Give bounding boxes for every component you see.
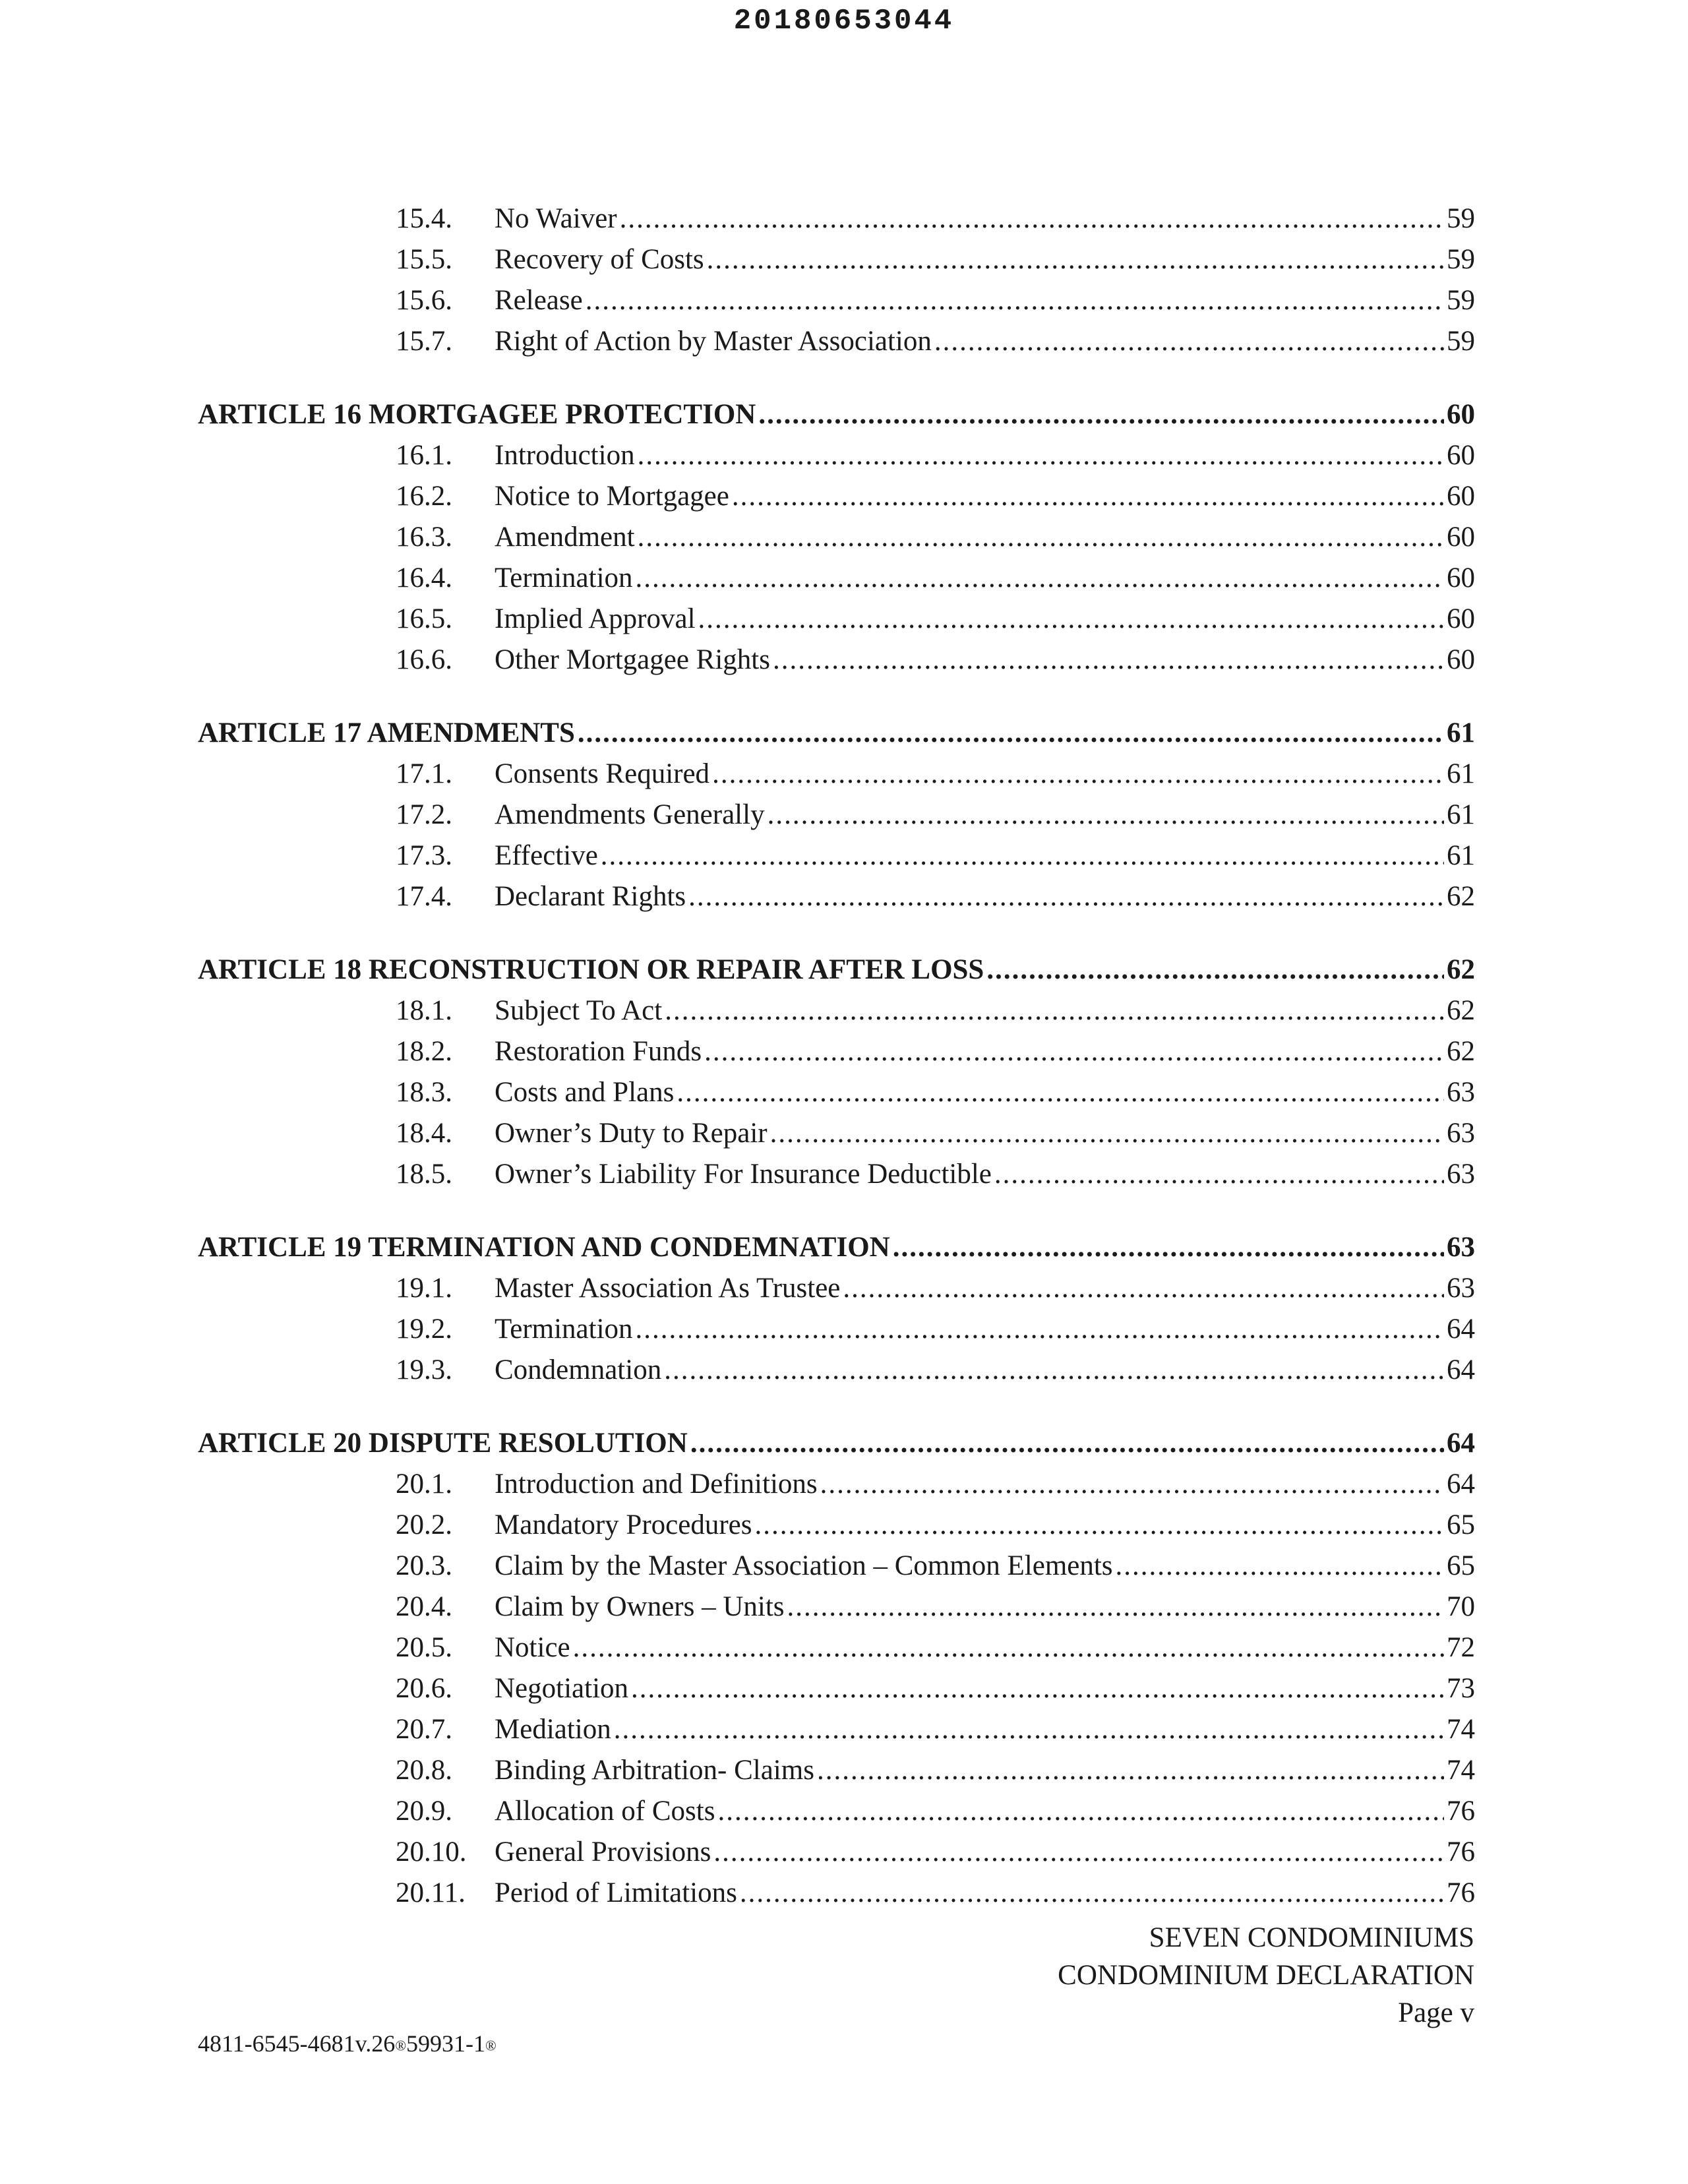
toc-article-19 bbox=[198, 1227, 1475, 1268]
entry-title: Owner’s Liability For Insurance Deductible bbox=[495, 1159, 992, 1190]
entry-title: Claim by Owners – Units bbox=[495, 1591, 785, 1622]
entry-page: 60 bbox=[1447, 644, 1475, 675]
entry-title: Recovery of Costs bbox=[495, 244, 704, 275]
dot-leader bbox=[768, 795, 1444, 835]
dot-leader bbox=[601, 835, 1444, 876]
entry-page: 59 bbox=[1447, 244, 1475, 275]
entry-title: Negotiation bbox=[495, 1673, 629, 1704]
article-page: 64 bbox=[1447, 1428, 1475, 1459]
toc-entry bbox=[198, 517, 1475, 558]
toc-entry bbox=[198, 795, 1475, 835]
entry-page: 60 bbox=[1447, 481, 1475, 512]
section-gap bbox=[198, 917, 1475, 950]
entry-page: 65 bbox=[1447, 1550, 1475, 1581]
dot-leader bbox=[713, 1832, 1444, 1873]
toc-entry bbox=[198, 1709, 1475, 1750]
toc-article-20 bbox=[198, 1423, 1475, 1464]
document-number: 20180653044 bbox=[733, 5, 955, 38]
footer-title-block bbox=[1058, 1919, 1474, 2032]
dot-leader bbox=[704, 1031, 1444, 1072]
toc-entry bbox=[198, 1350, 1475, 1391]
section-gap bbox=[198, 362, 1475, 394]
table-of-contents bbox=[198, 198, 1475, 1914]
article-title: ARTICLE 19 TERMINATION AND CONDEMNATION bbox=[198, 1232, 890, 1263]
entry-number: 19.3. bbox=[396, 1354, 452, 1385]
toc-entry bbox=[198, 1154, 1475, 1195]
entry-number: 18.4. bbox=[396, 1118, 452, 1149]
dot-leader bbox=[664, 1350, 1444, 1391]
entry-page: 73 bbox=[1447, 1673, 1475, 1704]
entry-title: Owner’s Duty to Repair bbox=[495, 1118, 768, 1149]
entry-page: 60 bbox=[1447, 440, 1475, 471]
article-page: 63 bbox=[1447, 1232, 1475, 1263]
toc-entry bbox=[198, 1505, 1475, 1546]
entry-number: 17.3. bbox=[396, 840, 452, 871]
toc-group-16 bbox=[198, 435, 1475, 681]
entry-number: 17.2. bbox=[396, 799, 452, 830]
article-page: 61 bbox=[1447, 717, 1475, 748]
toc-entry bbox=[198, 1268, 1475, 1309]
dot-leader bbox=[820, 1464, 1444, 1505]
toc-group-18 bbox=[198, 990, 1475, 1195]
entry-page: 70 bbox=[1447, 1591, 1475, 1622]
dot-leader bbox=[893, 1227, 1444, 1268]
entry-title: Implied Approval bbox=[495, 603, 696, 634]
document-id: 4811-6545-4681v.26 bbox=[198, 2030, 396, 2057]
entry-page: 63 bbox=[1447, 1273, 1475, 1304]
entry-number: 20.7. bbox=[396, 1714, 452, 1745]
entry-page: 61 bbox=[1447, 840, 1475, 871]
entry-title: Costs and Plans bbox=[495, 1077, 675, 1108]
toc-entry bbox=[198, 239, 1475, 280]
dot-leader bbox=[586, 280, 1444, 321]
dot-leader bbox=[817, 1750, 1444, 1791]
dot-leader bbox=[698, 599, 1444, 640]
entry-page: 62 bbox=[1447, 995, 1475, 1026]
footer-project-name: SEVEN CONDOMINIUMS bbox=[1149, 1922, 1474, 1953]
entry-page: 72 bbox=[1447, 1632, 1475, 1663]
entry-number: 18.3. bbox=[396, 1077, 452, 1108]
toc-entry bbox=[198, 1791, 1475, 1832]
toc-entry bbox=[198, 1546, 1475, 1587]
entry-page: 59 bbox=[1447, 326, 1475, 357]
entry-title: Release bbox=[495, 285, 583, 316]
dot-leader bbox=[677, 1072, 1444, 1113]
toc-entry bbox=[198, 1750, 1475, 1791]
dot-leader bbox=[707, 239, 1444, 280]
client-matter-number: 59931-1 bbox=[406, 2030, 486, 2057]
entry-title: Subject To Act bbox=[495, 995, 663, 1026]
entry-page: 64 bbox=[1447, 1314, 1475, 1345]
entry-page: 62 bbox=[1447, 1036, 1475, 1067]
article-title: ARTICLE 18 RECONSTRUCTION OR REPAIR AFTER LOSS bbox=[198, 954, 984, 985]
toc-entry bbox=[198, 1627, 1475, 1668]
entry-number: 16.5. bbox=[396, 603, 452, 634]
entry-number: 15.5. bbox=[396, 244, 452, 275]
dot-leader bbox=[712, 754, 1444, 795]
entry-number: 20.1. bbox=[396, 1469, 452, 1500]
toc-group-19 bbox=[198, 1268, 1475, 1391]
entry-number: 20.9. bbox=[396, 1796, 452, 1827]
entry-page: 61 bbox=[1447, 758, 1475, 789]
toc-entry bbox=[198, 1072, 1475, 1113]
entry-number: 20.2. bbox=[396, 1509, 452, 1540]
entry-title: Restoration Funds bbox=[495, 1036, 702, 1067]
entry-title: Amendment bbox=[495, 522, 635, 553]
toc-entry bbox=[198, 435, 1475, 476]
entry-page: 74 bbox=[1447, 1755, 1475, 1786]
dot-leader bbox=[665, 990, 1444, 1031]
dot-leader bbox=[578, 713, 1444, 754]
dot-leader bbox=[1116, 1546, 1444, 1587]
toc-article-18 bbox=[198, 950, 1475, 990]
toc-entry bbox=[198, 1873, 1475, 1914]
entry-number: 19.1. bbox=[396, 1273, 452, 1304]
entry-title: Binding Arbitration- Claims bbox=[495, 1755, 814, 1786]
toc-group-15 bbox=[198, 198, 1475, 362]
dot-leader bbox=[740, 1873, 1444, 1914]
toc-entry bbox=[198, 990, 1475, 1031]
dot-leader bbox=[787, 1587, 1444, 1627]
entry-page: 65 bbox=[1447, 1509, 1475, 1540]
entry-number: 20.8. bbox=[396, 1755, 452, 1786]
toc-entry bbox=[198, 835, 1475, 876]
toc-article-16 bbox=[198, 394, 1475, 435]
dot-leader bbox=[638, 517, 1444, 558]
toc-entry bbox=[198, 1464, 1475, 1505]
toc-article-17 bbox=[198, 713, 1475, 754]
entry-title: No Waiver bbox=[495, 203, 617, 234]
dot-leader bbox=[986, 950, 1444, 990]
entry-number: 20.11. bbox=[396, 1877, 466, 1908]
entry-number: 15.7. bbox=[396, 326, 452, 357]
entry-number: 19.2. bbox=[396, 1314, 452, 1345]
registered-mark: ® bbox=[485, 2037, 497, 2054]
entry-title: Declarant Rights bbox=[495, 881, 686, 912]
dot-leader bbox=[631, 1668, 1444, 1709]
entry-page: 63 bbox=[1447, 1077, 1475, 1108]
entry-number: 18.2. bbox=[396, 1036, 452, 1067]
entry-number: 20.5. bbox=[396, 1632, 452, 1663]
dot-leader bbox=[758, 394, 1444, 435]
entry-title: Allocation of Costs bbox=[495, 1796, 715, 1827]
entry-page: 61 bbox=[1447, 799, 1475, 830]
footer-document-type: CONDOMINIUM DECLARATION bbox=[1058, 1960, 1474, 1991]
toc-entry bbox=[198, 476, 1475, 517]
entry-number: 16.2. bbox=[396, 481, 452, 512]
entry-title: Period of Limitations bbox=[495, 1877, 737, 1908]
dot-leader bbox=[636, 558, 1444, 599]
dot-leader bbox=[636, 1309, 1444, 1350]
entry-number: 18.5. bbox=[396, 1159, 452, 1190]
entry-number: 20.6. bbox=[396, 1673, 452, 1704]
entry-title: Mediation bbox=[495, 1714, 611, 1745]
entry-number: 17.1. bbox=[396, 758, 452, 789]
entry-title: Claim by the Master Association – Common Elements bbox=[495, 1550, 1113, 1581]
entry-number: 18.1. bbox=[396, 995, 452, 1026]
section-gap bbox=[198, 1195, 1475, 1227]
toc-entry bbox=[198, 198, 1475, 239]
entry-page: 60 bbox=[1447, 603, 1475, 634]
dot-leader bbox=[770, 1113, 1444, 1154]
toc-entry bbox=[198, 1668, 1475, 1709]
entry-page: 64 bbox=[1447, 1354, 1475, 1385]
section-gap bbox=[198, 681, 1475, 713]
registered-mark: ® bbox=[395, 2037, 407, 2054]
dot-leader bbox=[843, 1268, 1444, 1309]
entry-title: Amendments Generally bbox=[495, 799, 765, 830]
toc-entry bbox=[198, 321, 1475, 362]
dot-leader bbox=[690, 1423, 1444, 1464]
entry-page: 63 bbox=[1447, 1159, 1475, 1190]
entry-title: Other Mortgagee Rights bbox=[495, 644, 770, 675]
footer-document-id bbox=[198, 2030, 497, 2057]
entry-title: Notice to Mortgagee bbox=[495, 481, 729, 512]
entry-number: 17.4. bbox=[396, 881, 452, 912]
entry-page: 60 bbox=[1447, 522, 1475, 553]
toc-entry bbox=[198, 1031, 1475, 1072]
entry-page: 76 bbox=[1447, 1877, 1475, 1908]
entry-number: 15.6. bbox=[396, 285, 452, 316]
article-title: ARTICLE 17 AMENDMENTS bbox=[198, 717, 575, 748]
entry-title: Right of Action by Master Association bbox=[495, 326, 932, 357]
dot-leader bbox=[934, 321, 1444, 362]
entry-number: 20.10. bbox=[396, 1836, 467, 1867]
dot-leader bbox=[573, 1627, 1444, 1668]
toc-group-20 bbox=[198, 1464, 1475, 1914]
entry-page: 76 bbox=[1447, 1796, 1475, 1827]
toc-entry bbox=[198, 754, 1475, 795]
toc-entry bbox=[198, 1113, 1475, 1154]
entry-title: Master Association As Trustee bbox=[495, 1273, 841, 1304]
dot-leader bbox=[614, 1709, 1444, 1750]
toc-entry bbox=[198, 1587, 1475, 1627]
dot-leader bbox=[994, 1154, 1444, 1195]
toc-entry bbox=[198, 640, 1475, 681]
entry-number: 16.1. bbox=[396, 440, 452, 471]
entry-number: 20.4. bbox=[396, 1591, 452, 1622]
toc-entry bbox=[198, 599, 1475, 640]
entry-title: Condemnation bbox=[495, 1354, 662, 1385]
dot-leader bbox=[732, 476, 1444, 517]
dot-leader bbox=[688, 876, 1444, 917]
entry-page: 60 bbox=[1447, 562, 1475, 593]
toc-entry bbox=[198, 1832, 1475, 1873]
toc-entry bbox=[198, 558, 1475, 599]
entry-page: 64 bbox=[1447, 1469, 1475, 1500]
article-page: 62 bbox=[1447, 954, 1475, 985]
entry-number: 15.4. bbox=[396, 203, 452, 234]
entry-title: Notice bbox=[495, 1632, 570, 1663]
entry-page: 63 bbox=[1447, 1118, 1475, 1149]
dot-leader bbox=[620, 198, 1444, 239]
entry-number: 16.4. bbox=[396, 562, 452, 593]
entry-number: 16.6. bbox=[396, 644, 452, 675]
dot-leader bbox=[717, 1791, 1444, 1832]
entry-number: 16.3. bbox=[396, 522, 452, 553]
toc-group-17 bbox=[198, 754, 1475, 917]
entry-title: Termination bbox=[495, 562, 633, 593]
article-title: ARTICLE 20 DISPUTE RESOLUTION bbox=[198, 1428, 688, 1459]
entry-title: Consents Required bbox=[495, 758, 710, 789]
section-gap bbox=[198, 1391, 1475, 1423]
entry-number: 20.3. bbox=[396, 1550, 452, 1581]
entry-title: Introduction bbox=[495, 440, 635, 471]
entry-page: 59 bbox=[1447, 285, 1475, 316]
entry-title: Mandatory Procedures bbox=[495, 1509, 752, 1540]
article-title: ARTICLE 16 MORTGAGEE PROTECTION bbox=[198, 399, 756, 430]
entry-page: 74 bbox=[1447, 1714, 1475, 1745]
entry-page: 62 bbox=[1447, 881, 1475, 912]
entry-title: General Provisions bbox=[495, 1836, 711, 1867]
footer-page-number: Page v bbox=[1398, 1997, 1474, 2028]
dot-leader bbox=[638, 435, 1444, 476]
toc-entry bbox=[198, 280, 1475, 321]
article-page: 60 bbox=[1447, 399, 1475, 430]
entry-title: Termination bbox=[495, 1314, 633, 1345]
entry-title: Effective bbox=[495, 840, 598, 871]
entry-page: 76 bbox=[1447, 1836, 1475, 1867]
toc-entry bbox=[198, 1309, 1475, 1350]
dot-leader bbox=[754, 1505, 1444, 1546]
dot-leader bbox=[773, 640, 1444, 681]
toc-entry bbox=[198, 876, 1475, 917]
entry-title: Introduction and Definitions bbox=[495, 1469, 818, 1500]
entry-page: 59 bbox=[1447, 203, 1475, 234]
